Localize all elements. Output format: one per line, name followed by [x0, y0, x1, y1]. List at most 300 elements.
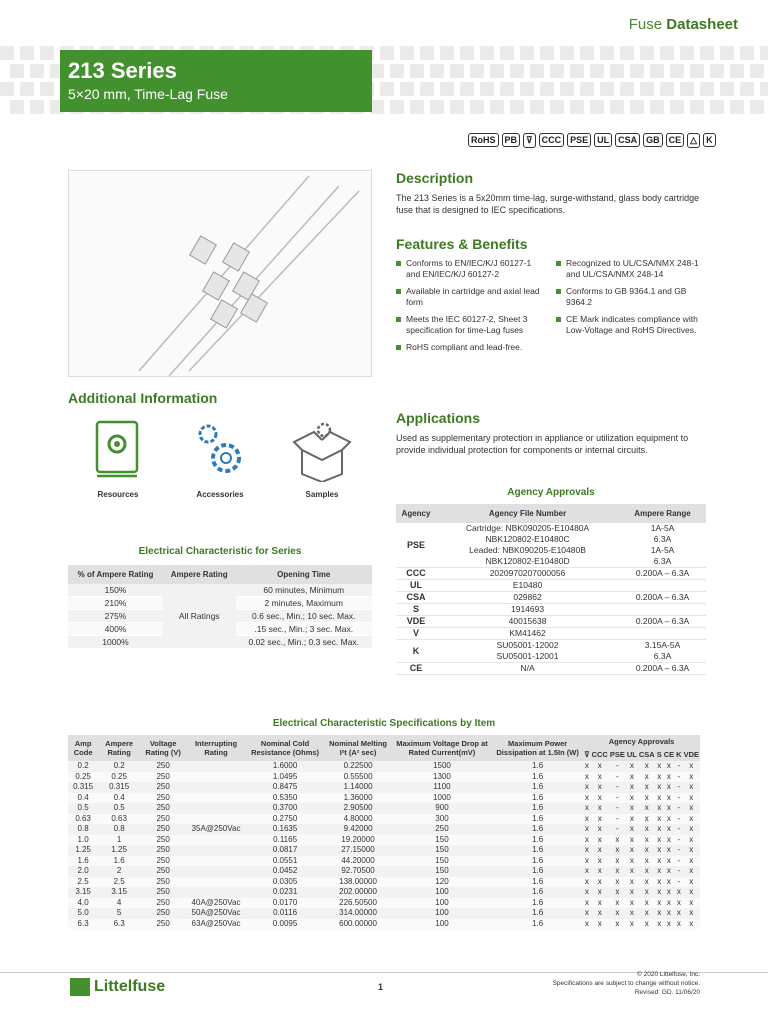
spec-cell: 0.8	[98, 824, 140, 835]
approval-cell: x	[609, 919, 626, 930]
spec-cell: 250	[140, 898, 186, 909]
spec-cell: 44.20000	[324, 856, 391, 867]
cert-mark-icon: GB	[643, 133, 663, 147]
ampere-range-cell	[619, 604, 706, 616]
agency-icon: CSA	[396, 592, 436, 604]
approval-cell: x	[626, 845, 638, 856]
pattern-tile	[570, 64, 584, 78]
spec-cell: 100	[392, 908, 492, 919]
approval-cell: x	[609, 856, 626, 867]
approval-cell: -	[609, 772, 626, 783]
spec-cell: 1.6	[492, 761, 583, 772]
cert-mark-icon: CSA	[615, 133, 640, 147]
pattern-tile	[620, 82, 634, 96]
column-header: % of Ampere Rating	[68, 565, 163, 584]
spec-cell: 1.6000	[246, 761, 325, 772]
pattern-tile	[730, 64, 744, 78]
spec-cell: 250	[392, 824, 492, 835]
approval-cell: x	[584, 761, 589, 770]
spec-cell: 35A@250Vac	[186, 824, 246, 835]
approval-cell: -	[609, 824, 626, 835]
approval-cell: x	[657, 908, 662, 917]
approval-cell: x	[663, 835, 675, 846]
approval-cell: -	[675, 845, 682, 856]
samples-link[interactable]	[272, 420, 372, 499]
spec-cell: 1.6	[492, 793, 583, 804]
spec-cell: 0.1165	[246, 835, 325, 846]
approval-cell: x	[584, 866, 589, 875]
approval-cell: x	[609, 898, 626, 909]
product-photo	[68, 170, 372, 377]
pattern-tile	[420, 82, 434, 96]
spec-cell: 1.6	[492, 835, 583, 846]
approval-cell: x	[657, 855, 662, 865]
pattern-tile	[590, 64, 604, 78]
approval-cell: x	[609, 887, 626, 898]
approval-cell: x	[638, 761, 656, 772]
approval-cell: x	[657, 824, 662, 833]
percent-cell: 1000%	[68, 636, 163, 649]
series-table	[68, 565, 372, 649]
description-section	[396, 170, 706, 216]
doc-type-label	[468, 16, 768, 33]
ampere-range: 1A-5A	[650, 523, 675, 533]
approval-cell: x	[584, 918, 589, 928]
spec-cell: 0.63	[68, 814, 98, 825]
file-number: E10480	[512, 580, 543, 590]
spec-cell: 4.0	[68, 898, 98, 909]
features-section	[396, 236, 706, 359]
approval-cell: x	[591, 761, 609, 772]
spec-cell: 2.0	[68, 866, 98, 877]
pattern-tile	[750, 100, 764, 114]
approval-cell: x	[657, 771, 662, 781]
file-number: 2020970207000056	[489, 568, 566, 578]
pattern-tile	[10, 64, 24, 78]
file-number-cell	[436, 523, 619, 568]
file-number-cell	[436, 604, 619, 616]
samples-label: Samples	[305, 490, 339, 499]
approval-cell: x	[584, 782, 589, 791]
cert-mark-icon: CCC	[539, 133, 565, 147]
approval-cell: x	[657, 834, 662, 844]
spec-cell: 3.15	[68, 887, 98, 898]
spec-cell: 2	[98, 866, 140, 877]
pattern-tile	[630, 64, 644, 78]
spec-cell: 250	[140, 866, 186, 877]
approval-cell: x	[683, 856, 700, 867]
approval-cell: x	[591, 856, 609, 867]
approval-cell: x	[626, 898, 638, 909]
table-row	[68, 835, 700, 846]
doc-type-prefix: Fuse	[628, 16, 663, 33]
cert-mark-icon: PB	[502, 133, 521, 147]
pattern-tile	[570, 100, 584, 114]
pattern-tile	[630, 100, 644, 114]
agency-col-icon: UL	[626, 750, 637, 759]
description-heading: Description	[396, 170, 474, 186]
pattern-tile	[510, 100, 524, 114]
pattern-tile	[550, 100, 564, 114]
approval-cell: x	[663, 898, 675, 909]
pattern-tile	[40, 82, 54, 96]
additional-info-section	[68, 390, 372, 499]
approval-cell: -	[675, 772, 682, 783]
spec-cell: 1.6	[492, 772, 583, 783]
pattern-tile	[580, 82, 594, 96]
applications-section	[396, 410, 706, 456]
approval-cell: -	[675, 866, 682, 877]
pattern-tile	[540, 82, 554, 96]
approval-cell: x	[657, 918, 662, 928]
spec-cell: 0.2	[68, 761, 98, 772]
pattern-tile	[580, 46, 594, 60]
ampere-range: 3.15A-5A	[644, 640, 681, 650]
spec-cell: 1.6	[68, 856, 98, 867]
features-list-right	[556, 258, 706, 359]
pattern-tile	[640, 82, 654, 96]
pattern-tile	[380, 82, 394, 96]
series-title: 213 Series	[68, 58, 177, 83]
approval-cell: x	[609, 866, 626, 877]
cert-mark-icon: K	[703, 133, 716, 147]
approval-cell: x	[626, 761, 638, 772]
agency-col-icon: K	[676, 750, 682, 759]
features-heading: Features & Benefits	[396, 236, 528, 252]
spec-cell: 0.25	[98, 772, 140, 783]
table-row	[68, 866, 700, 877]
table-row	[396, 616, 706, 628]
approval-cell: x	[657, 866, 662, 875]
spec-cell: 6.3	[68, 919, 98, 930]
cert-mark-icon: CE	[666, 133, 685, 147]
pattern-tile	[410, 100, 424, 114]
approval-cell: x	[657, 803, 662, 812]
pattern-tile	[620, 46, 634, 60]
ampere-range: 0.200A – 6.3A	[635, 568, 690, 578]
resources-link[interactable]	[68, 420, 168, 499]
approval-cell: x	[683, 908, 700, 919]
approval-cell: -	[609, 793, 626, 804]
pattern-tile	[430, 100, 444, 114]
approval-cell: -	[675, 793, 682, 804]
column-header: Ampere Range	[619, 504, 706, 523]
pattern-tile	[560, 46, 574, 60]
table-row	[396, 592, 706, 604]
pattern-tile	[460, 46, 474, 60]
approval-cell: x	[683, 898, 700, 909]
spec-cell: 1.6	[98, 856, 140, 867]
pattern-tile	[530, 100, 544, 114]
column-header: Voltage Rating (V)	[140, 735, 186, 761]
approval-cell: -	[675, 803, 682, 814]
spec-cell: 100	[392, 898, 492, 909]
approval-cell: x	[663, 761, 675, 772]
ampere-range-cell	[619, 523, 706, 568]
percent-cell: 275%	[68, 610, 163, 623]
spec-cell	[186, 814, 246, 825]
pattern-tile	[720, 46, 734, 60]
feature-item: Available in cartridge and axial lead form	[396, 286, 546, 308]
approval-cell: x	[657, 897, 662, 907]
approval-cell: x	[638, 908, 656, 919]
pattern-tile	[400, 82, 414, 96]
accessories-label: Accessories	[196, 490, 244, 499]
pattern-tile	[430, 64, 444, 78]
approval-cell: x	[591, 803, 609, 814]
logo-text: Littelfuse	[94, 978, 166, 995]
file-number: 1914693	[510, 604, 545, 614]
column-header: Nominal Cold Resistance (Ohms)	[246, 735, 325, 761]
pattern-tile	[530, 64, 544, 78]
approval-cell: -	[675, 877, 682, 888]
spec-cell: 1000	[392, 793, 492, 804]
pattern-tile	[10, 100, 24, 114]
table-row	[68, 856, 700, 867]
spec-cell: 250	[140, 887, 186, 898]
column-header: Agency	[396, 504, 436, 523]
file-number-cell	[436, 616, 619, 628]
spec-cell: 0.55500	[324, 772, 391, 783]
approval-cell: x	[663, 814, 675, 825]
pattern-tile	[650, 100, 664, 114]
feature-item: Conforms to GB 9364.1 and GB 9364.2	[556, 286, 706, 308]
table-row	[68, 898, 700, 909]
approval-cell: x	[683, 772, 700, 783]
spec-cell	[186, 772, 246, 783]
table-row	[68, 908, 700, 919]
spec-cell: 0.0170	[246, 898, 325, 909]
approval-cell: -	[675, 761, 682, 772]
column-header: Amp Code	[68, 735, 98, 761]
ampere-rating-cell: All Ratings	[163, 584, 236, 649]
approval-cell: x	[683, 866, 700, 877]
approval-cell: x	[609, 908, 626, 919]
approval-cell: x	[591, 772, 609, 783]
spec-cell: 1.6	[492, 898, 583, 909]
spec-cell	[186, 803, 246, 814]
file-number: 40015638	[508, 616, 547, 626]
page-number: 1	[378, 982, 384, 992]
approval-cell: -	[609, 814, 626, 825]
spec-cell: 250	[140, 845, 186, 856]
accessories-link[interactable]	[170, 420, 270, 499]
pattern-tile	[560, 82, 574, 96]
spec-cell: 1.25	[68, 845, 98, 856]
series-table-block	[68, 546, 372, 649]
spec-cell: 3.15	[98, 887, 140, 898]
spec-cell: 40A@250Vac	[186, 898, 246, 909]
pattern-tile	[500, 46, 514, 60]
series-banner	[60, 50, 372, 112]
pattern-tile	[690, 64, 704, 78]
agency-table-caption: Agency Approvals	[507, 487, 595, 498]
approval-cell: -	[675, 824, 682, 835]
spec-cell: 600.00000	[324, 919, 391, 930]
feature-item: Recognized to UL/CSA/NMX 248-1 and UL/CSA/NMX 248-14	[556, 258, 706, 280]
approval-cell: x	[584, 813, 589, 823]
spec-cell: 9.42000	[324, 824, 391, 835]
pattern-tile	[670, 100, 684, 114]
spec-cell: 0.2	[98, 761, 140, 772]
table-row	[68, 782, 700, 793]
spec-cell: 1.6	[492, 845, 583, 856]
features-list-left	[396, 258, 546, 359]
pattern-tile	[760, 82, 768, 96]
approval-cell: x	[591, 908, 609, 919]
spec-cell: 0.315	[68, 782, 98, 793]
approval-cell: x	[609, 877, 626, 888]
pattern-tile	[20, 46, 34, 60]
pattern-tile	[660, 82, 674, 96]
approval-cell: x	[626, 824, 638, 835]
table-row	[396, 604, 706, 616]
table-row	[68, 887, 700, 898]
approval-cell: x	[626, 814, 638, 825]
spec-cell: 1.6	[492, 866, 583, 877]
spec-cell: 250	[140, 877, 186, 888]
spec-cell: 2.5	[98, 877, 140, 888]
spec-cell: 4.80000	[324, 814, 391, 825]
pattern-tile	[450, 100, 464, 114]
spec-cell: 0.0551	[246, 856, 325, 867]
approval-cell: x	[626, 835, 638, 846]
spec-cell: 4	[98, 898, 140, 909]
approval-cell: x	[683, 919, 700, 930]
table-row	[68, 919, 700, 930]
approval-cell: x	[683, 887, 700, 898]
spec-cell: 250	[140, 919, 186, 930]
pattern-tile	[640, 46, 654, 60]
doc-type-suffix: Datasheet	[666, 16, 738, 33]
approval-cell: x	[663, 845, 675, 856]
spec-cell: 6.3	[98, 919, 140, 930]
ampere-range: 0.200A – 6.3A	[635, 663, 690, 673]
agency-icon: CCC	[396, 568, 436, 580]
pattern-tile	[710, 64, 724, 78]
approval-cell: x	[638, 793, 656, 804]
approval-cell: x	[683, 877, 700, 888]
approval-cell: x	[663, 772, 675, 783]
approval-cell: -	[675, 814, 682, 825]
ampere-range: 1A-5A	[650, 545, 675, 555]
ampere-range-cell	[619, 580, 706, 592]
spec-cell: 250	[140, 856, 186, 867]
approval-cell: x	[626, 866, 638, 877]
agency-table	[396, 504, 706, 675]
approval-cell: x	[683, 845, 700, 856]
pattern-tile	[30, 64, 44, 78]
spec-cell: 250	[140, 793, 186, 804]
applications-text: Used as supplementary protection in appliance or utilization equipment to provide individual protection for components or internal circuits.	[396, 433, 689, 455]
spec-cell: 0.0116	[246, 908, 325, 919]
resources-label: Resources	[97, 490, 139, 499]
opening-time-cell: 0.02 sec., Min.; 0.3 sec. Max.	[236, 636, 372, 649]
approval-cell: -	[675, 782, 682, 793]
approval-cell: x	[584, 897, 589, 907]
table-row	[68, 814, 700, 825]
percent-cell: 150%	[68, 584, 163, 597]
ampere-range-cell	[619, 628, 706, 640]
pattern-tile	[490, 100, 504, 114]
approval-cell: x	[638, 887, 656, 898]
pattern-tile	[700, 82, 714, 96]
approval-cell: x	[657, 876, 662, 886]
approval-cell: x	[584, 834, 589, 844]
approval-cell: x	[591, 814, 609, 825]
table-row	[68, 845, 700, 856]
item-table	[68, 735, 700, 929]
cert-mark-icon: △	[687, 133, 700, 148]
approval-cell: x	[683, 761, 700, 772]
spec-cell: 0.25	[68, 772, 98, 783]
approval-cell: x	[663, 908, 675, 919]
spec-cell: 0.0305	[246, 877, 325, 888]
spec-cell: 1.6	[492, 824, 583, 835]
spec-cell: 5.0	[68, 908, 98, 919]
gears-icon	[190, 420, 250, 482]
spec-cell: 0.0817	[246, 845, 325, 856]
description-text: The 213 Series is a 5x20mm time-lag, surge-withstand, glass body cartridge fuse that is designed to IEC specifications.	[396, 193, 700, 215]
spec-cell: 300	[392, 814, 492, 825]
approval-cell: x	[676, 897, 681, 907]
pattern-tile	[540, 46, 554, 60]
spec-cell: 138.00000	[324, 877, 391, 888]
pattern-tile	[410, 64, 424, 78]
spec-cell: 2.90500	[324, 803, 391, 814]
pattern-tile	[500, 82, 514, 96]
opening-time-cell: 0.6 sec., Min.; 10 sec. Max.	[236, 610, 372, 623]
approval-cell: x	[626, 782, 638, 793]
feature-item: Conforms to EN/IEC/K/J 60127-1 and EN/IEC/K/J 60127-2	[396, 258, 546, 280]
approval-cell: x	[683, 835, 700, 846]
pattern-tile	[490, 64, 504, 78]
cert-mark-icon: UL	[594, 133, 612, 147]
spec-cell: 0.5	[68, 803, 98, 814]
spec-cell: 150	[392, 835, 492, 846]
pattern-tile	[680, 46, 694, 60]
spec-cell: 120	[392, 877, 492, 888]
feature-item: CE Mark indicates compliance with Low-Voltage and RoHS Directives.	[556, 314, 706, 336]
approval-cell: x	[638, 845, 656, 856]
ampere-range: 0.200A – 6.3A	[635, 616, 690, 626]
pattern-tile	[470, 100, 484, 114]
approval-cell: x	[638, 772, 656, 783]
approval-cell: x	[591, 898, 609, 909]
table-row	[396, 523, 706, 568]
spec-cell: 0.5	[98, 803, 140, 814]
table-row	[396, 628, 706, 640]
spec-cell: 250	[140, 803, 186, 814]
approval-cell: -	[675, 835, 682, 846]
footer-notes	[553, 970, 700, 997]
approval-cell: x	[663, 803, 675, 814]
opening-time-cell: 2 minutes, Maximum	[236, 597, 372, 610]
agency-icon: S	[396, 604, 436, 616]
approval-cell: x	[626, 793, 638, 804]
ampere-range: 6.3A	[653, 556, 672, 566]
approval-cell: x	[584, 855, 589, 865]
table-row	[396, 568, 706, 580]
file-number-cell	[436, 628, 619, 640]
book-gear-icon	[93, 420, 143, 482]
file-number-cell	[436, 592, 619, 604]
spec-cell	[186, 793, 246, 804]
pattern-tile	[30, 100, 44, 114]
spec-cell: 314.00000	[324, 908, 391, 919]
agency-icon: V	[396, 628, 436, 640]
file-number: SU05001-12002	[496, 640, 559, 650]
